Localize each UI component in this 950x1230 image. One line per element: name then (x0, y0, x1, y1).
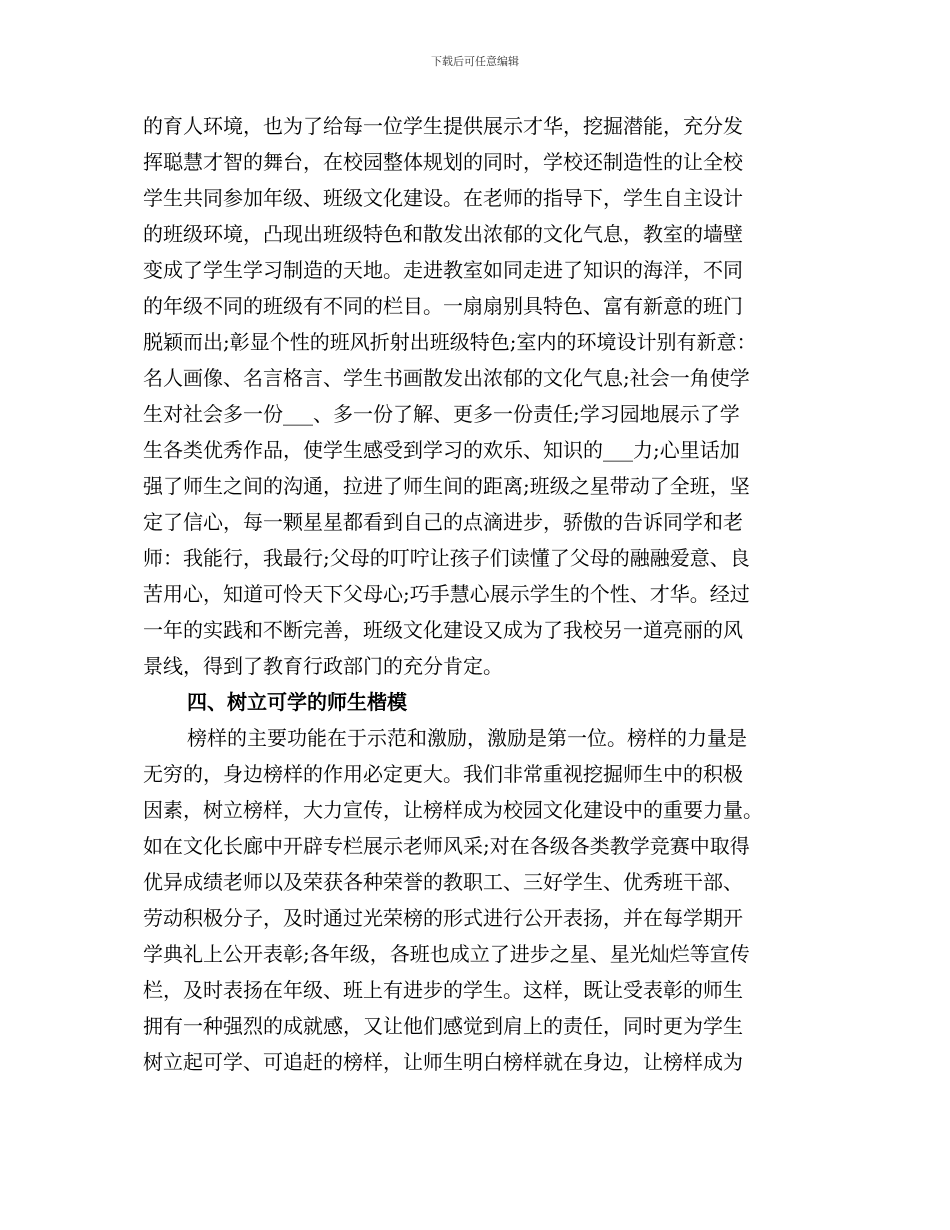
text-line: 栏，及时表扬在年级、班上有进步的学生。这样，既让受表彰的师生 (143, 978, 743, 1002)
text-line: 景线，得到了教育行政部门的充分肯定。 (143, 654, 503, 678)
text-line: 树立起可学、可追赶的榜样，让师生明白榜样就在身边，让榜样成为 (143, 1050, 743, 1074)
text-line: 师：我能行，我最行;父母的叮咛让孩子们读懂了父母的融融爱意、良 (143, 546, 750, 570)
text-line: 的班级环境，凸现出班级特色和散发出浓郁的文化气息，教室的墙壁 (143, 222, 743, 246)
text-line: 如在文化长廊中开辟专栏展示老师风采;对在各级各类教学竞赛中取得 (143, 834, 750, 858)
text-line: 的年级不同的班级有不同的栏目。一扇扇别具特色、富有新意的班门 (143, 294, 743, 318)
text-line: 优异成绩老师以及荣获各种荣誉的教职工、三好学生、优秀班干部、 (143, 870, 743, 894)
text-line: 因素，树立榜样，大力宣传，让榜样成为校园文化建设中的重要力量。 (143, 798, 763, 822)
text-line: 拥有一种强烈的成就感，又让他们感觉到肩上的责任，同时更为学生 (143, 1014, 743, 1038)
text-line: 定了信心，每一颗星星都看到自己的点滴进步，骄傲的告诉同学和老 (143, 510, 743, 534)
text-line: 一年的实践和不断完善，班级文化建设又成为了我校另一道亮丽的风 (143, 618, 743, 642)
text-line: 名人画像、名言格言、学生书画散发出浓郁的文化气息;社会一角使学 (143, 366, 750, 390)
text-line: 脱颖而出;彰显个性的班风折射出班级特色;室内的环境设计别有新意： (143, 330, 757, 354)
text-line: 苦用心，知道可怜天下父母心;巧手慧心展示学生的个性、才华。经过 (143, 582, 750, 606)
page-header: 下载后可任意编辑 (431, 55, 519, 68)
section-heading: 四、树立可学的师生楷模 (187, 690, 407, 714)
text-line: 学生共同参加年级、班级文化建设。在老师的指导下，学生自主设计 (143, 186, 743, 210)
text-line: 变成了学生学习制造的天地。走进教室如同走进了知识的海洋，不同 (143, 258, 743, 282)
text-line: 挥聪慧才智的舞台，在校园整体规划的同时，学校还制造性的让全校 (143, 150, 743, 174)
text-line: 强了师生之间的沟通，拉进了师生间的距离;班级之星带动了全班，坚 (143, 474, 750, 498)
text-line: 劳动积极分子，及时通过光荣榜的形式进行公开表扬，并在每学期开 (143, 906, 743, 930)
text-line: 学典礼上公开表彰;各年级，各班也成立了进步之星、星光灿烂等宣传 (143, 942, 750, 966)
text-line: 无穷的，身边榜样的作用必定更大。我们非常重视挖掘师生中的积极 (143, 762, 743, 786)
text-line: 的育人环境，也为了给每一位学生提供展示才华，挖掘潜能，充分发 (143, 114, 743, 138)
text-line: 榜样的主要功能在于示范和激励，激励是第一位。榜样的力量是 (187, 726, 747, 750)
document-body (143, 108, 815, 1080)
text-line: 生各类优秀作品，使学生感受到学习的欢乐、知识的___力;心里话加 (143, 438, 740, 462)
text-line: 生对社会多一份___、多一份了解、更多一份责任;学习园地展示了学 (143, 402, 740, 426)
